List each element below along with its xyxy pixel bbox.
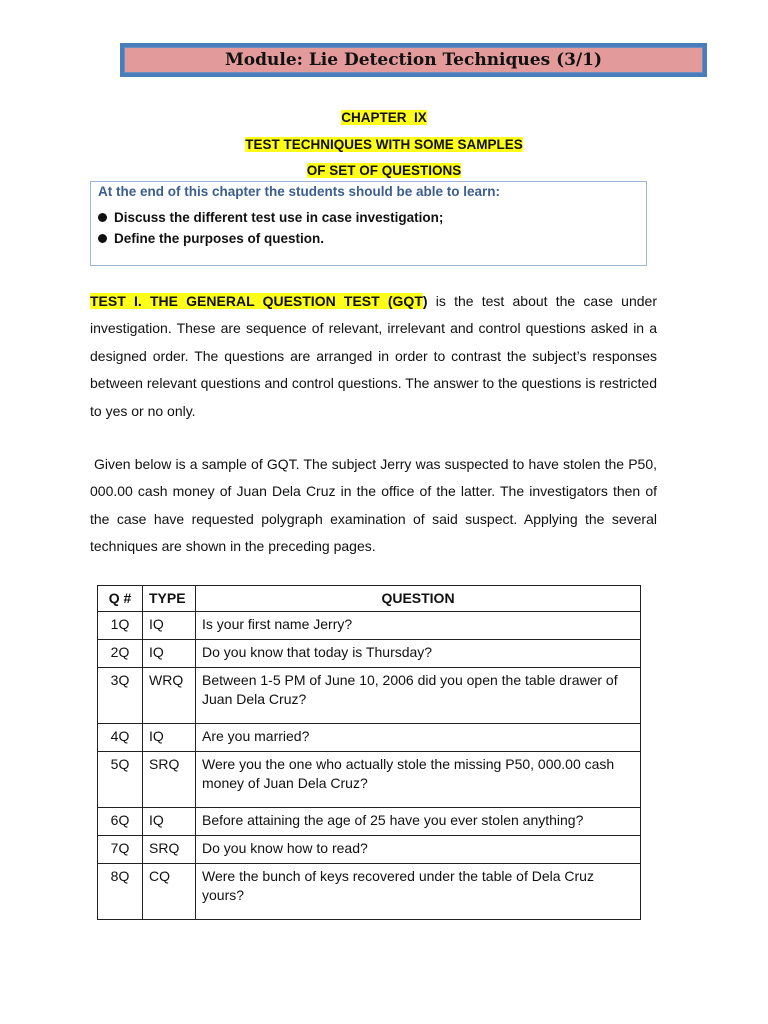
cell-question: Do you know how to read? (196, 836, 641, 864)
cell-type: SRQ (143, 836, 196, 864)
objective-text: Define the purposes of question. (114, 231, 325, 246)
cell-question: Before attaining the age of 25 have you ever stolen anything? (196, 808, 641, 836)
header-question: QUESTION (196, 586, 641, 612)
table-row (98, 752, 641, 808)
cell-question: Are you married? (196, 724, 641, 752)
bullet-icon (98, 213, 107, 222)
chapter-number-line (0, 110, 768, 125)
cell-question: Between 1-5 PM of June 10, 2006 did you open the table drawer of Juan Dela Cruz? (196, 668, 641, 724)
module-title-bar (120, 43, 707, 77)
bullet-icon (98, 234, 107, 243)
chapter-title-1: TEST TECHNIQUES WITH SOME SAMPLES (245, 137, 523, 152)
cell-qnum: 2Q (98, 640, 143, 668)
chapter-title-line1 (0, 137, 768, 152)
cell-question: Were the bunch of keys recovered under the table of Dela Cruz yours? (196, 864, 641, 920)
cell-qnum: 7Q (98, 836, 143, 864)
module-title: Module: Lie Detection Techniques (3/1) (124, 47, 703, 73)
cell-qnum: 4Q (98, 724, 143, 752)
objectives-box (90, 181, 647, 266)
cell-type: IQ (143, 808, 196, 836)
cell-question: Do you know that today is Thursday? (196, 640, 641, 668)
cell-qnum: 6Q (98, 808, 143, 836)
cell-question: Were you the one who actually stole the missing P50, 000.00 cash money of Juan Dela Cruz? (196, 752, 641, 808)
table-row (98, 640, 641, 668)
table-header-row (98, 586, 641, 612)
header-qnum: Q # (98, 586, 143, 612)
cell-qnum: 3Q (98, 668, 143, 724)
cell-type: SRQ (143, 752, 196, 808)
cell-type: IQ (143, 640, 196, 668)
objective-item (98, 210, 443, 225)
cell-type: IQ (143, 612, 196, 640)
cell-type: CQ (143, 864, 196, 920)
chapter-title-line2 (0, 163, 768, 178)
objectives-heading: At the end of this chapter the students should be able to learn: (98, 184, 501, 199)
table-row (98, 808, 641, 836)
question-table (97, 585, 641, 920)
table-row (98, 668, 641, 724)
test1-title-close: ) (422, 293, 428, 309)
test1-body: is the test about the case under investigation. These are sequence of relevant, irrelevant and control questions asked in a designed order. The questions are arranged in order to contrast the subject’s responses between relevant questions and control questions. The answer to the questions is restricted to yes or no only. (90, 293, 657, 419)
chapter-number: CHAPTER IX (341, 110, 427, 125)
test1-paragraph (90, 288, 657, 425)
cell-type: IQ (143, 724, 196, 752)
table-row (98, 864, 641, 920)
cell-qnum: 1Q (98, 612, 143, 640)
cell-qnum: 8Q (98, 864, 143, 920)
cell-question: Is your first name Jerry? (196, 612, 641, 640)
cell-qnum: 5Q (98, 752, 143, 808)
table-row (98, 836, 641, 864)
objective-text: Discuss the different test use in case investigation; (114, 210, 444, 225)
table-row (98, 612, 641, 640)
header-type: TYPE (143, 586, 196, 612)
sample-intro-paragraph: Given below is a sample of GQT. The subject Jerry was suspected to have stolen the P50, 000.00 cash money of Juan Dela Cruz in the office of the latter. The investigators then of the case have requested polygraph examination of said suspect. Applying the several techniques are shown in the preceding pages. (90, 456, 657, 555)
chapter-title-2: OF SET OF QUESTIONS (306, 163, 462, 178)
cell-type: WRQ (143, 668, 196, 724)
table-row (98, 724, 641, 752)
objective-item (98, 231, 324, 246)
test1-title: TEST I. THE GENERAL QUESTION TEST (GQT (90, 293, 423, 309)
